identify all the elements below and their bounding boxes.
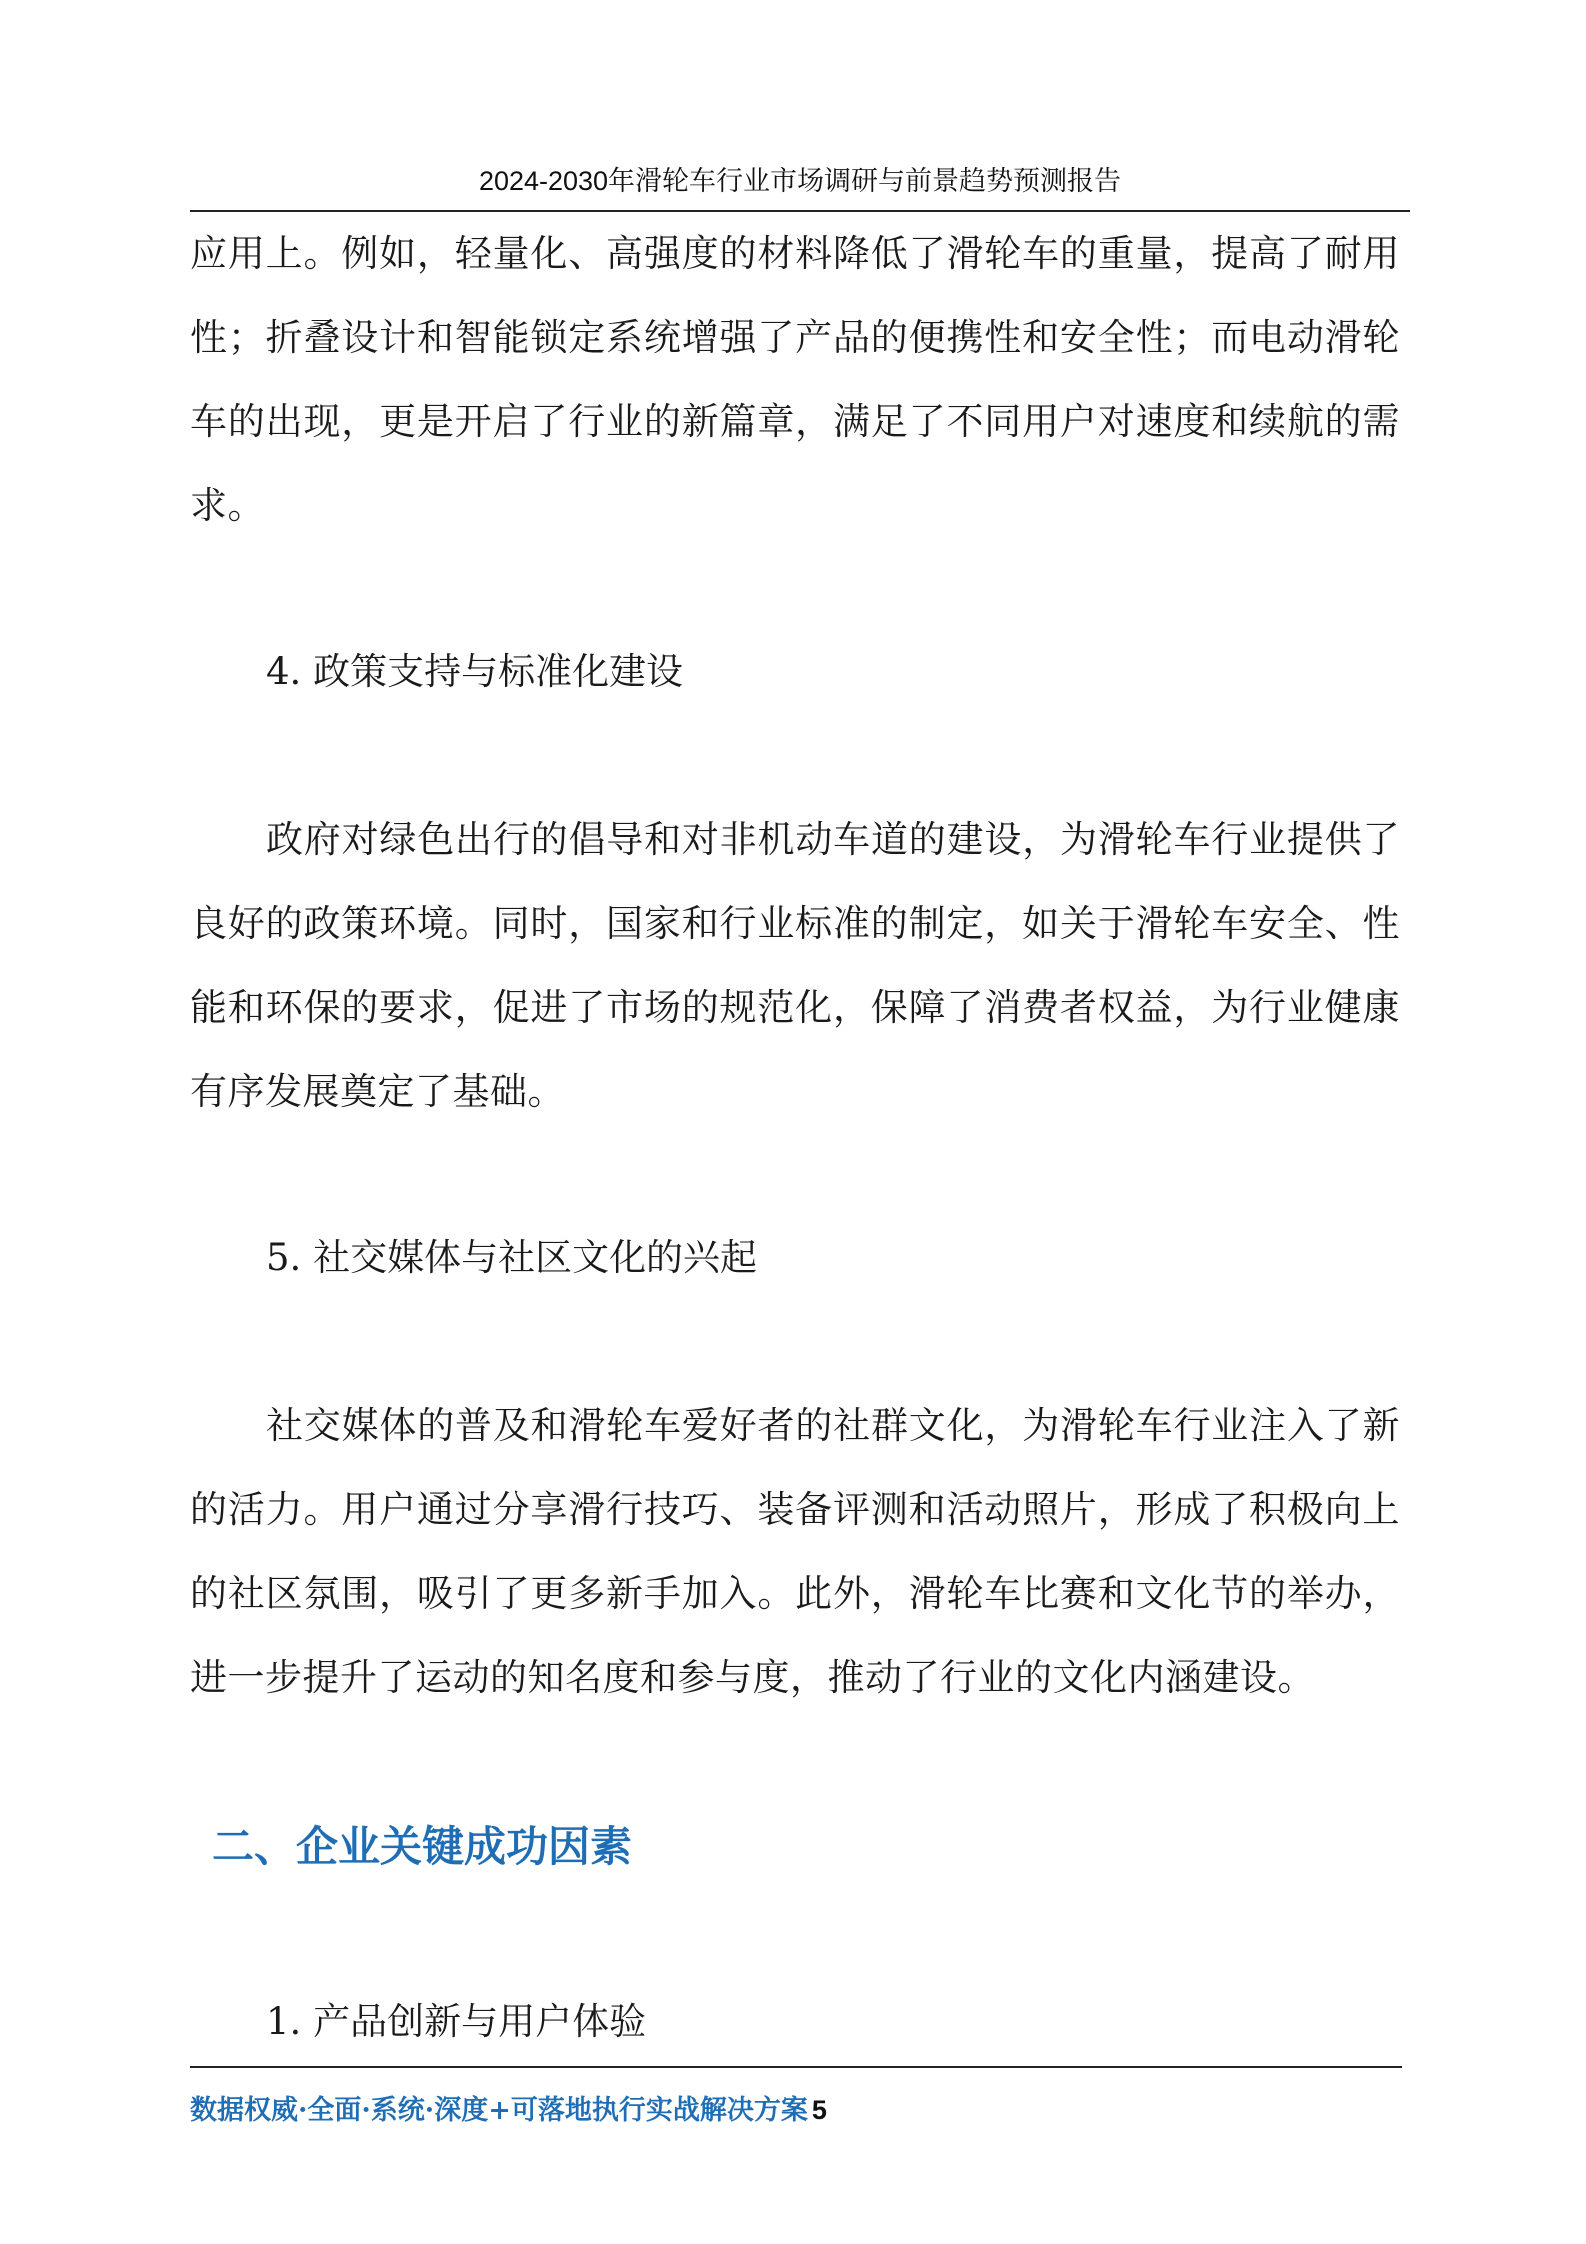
- subheading-policy-support: 4. 政策支持与标准化建设: [266, 650, 684, 693]
- page-header: [190, 160, 1410, 212]
- paragraph-social-media: 社交媒体的普及和滑轮车爱好者的社群文化，为滑轮车行业注入了新的活力。用户通过分享滑行技巧、装备评测和活动照片，形成了积极向上的社区氛围，吸引了更多新手加入。此外，滑轮车比赛和文化节的举办，进一步提升了运动的知名度和参与度，推动了行业的文化内涵建设。: [190, 1404, 1400, 1699]
- report-title: 2024-2030年滑轮车行业市场调研与前景趋势预测报告: [478, 166, 1122, 196]
- page-number: 5: [811, 2095, 827, 2125]
- footer-divider: [190, 2066, 1402, 2068]
- page-footer: [190, 2090, 827, 2131]
- subheading-product-innovation: 1. 产品创新与用户体验: [266, 2000, 647, 2043]
- subheading-social-media: 5. 社交媒体与社区文化的兴起: [266, 1236, 758, 1279]
- paragraph-policy-support: 政府对绿色出行的倡导和对非机动车道的建设，为滑轮车行业提供了良好的政策环境。同时，国家和行业标准的制定，如关于滑轮车安全、性能和环保的要求，促进了市场的规范化，保障了消费者权益，为行业健康有序发展奠定了基础。: [190, 818, 1400, 1113]
- section-title-key-success-factors: 二、企业关键成功因素: [212, 1822, 633, 1871]
- footer-slogan: 数据权威·全面·系统·深度+可落地执行实战解决方案: [190, 2095, 808, 2126]
- paragraph-technology-continued: 应用上。例如，轻量化、高强度的材料降低了滑轮车的重量，提高了耐用性；折叠设计和智能锁定系统增强了产品的便携性和安全性；而电动滑轮车的出现，更是开启了行业的新篇章，满足了不同用户对速度和续航的需求。: [190, 232, 1400, 527]
